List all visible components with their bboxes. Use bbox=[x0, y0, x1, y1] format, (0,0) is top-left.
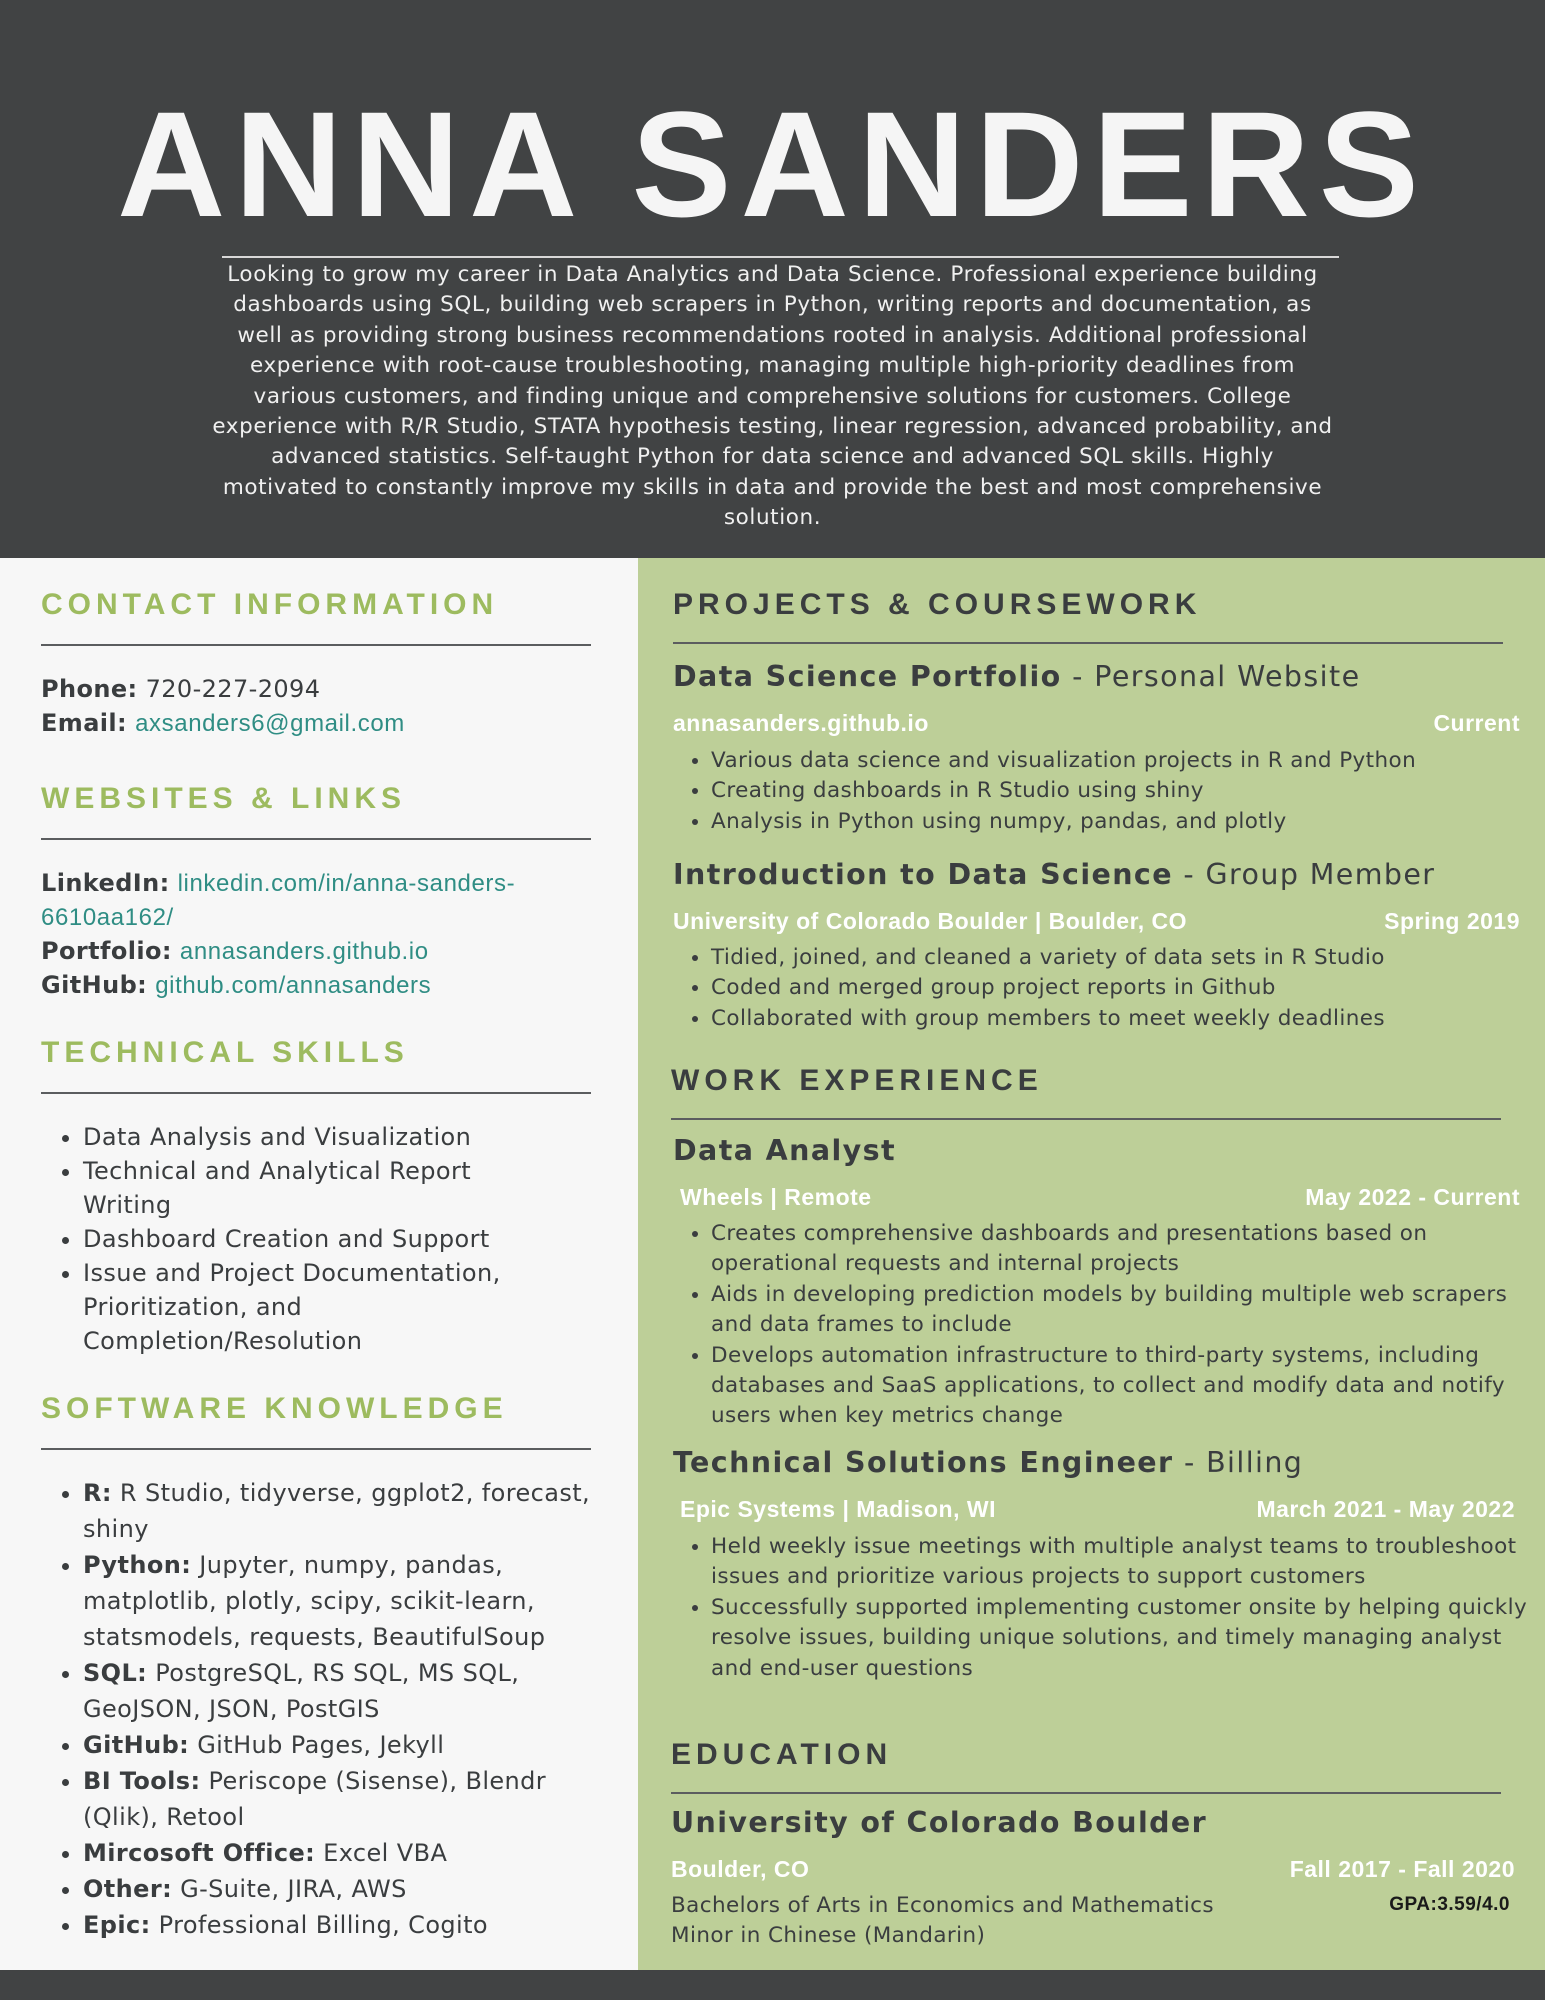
software-text: Excel VBA bbox=[323, 1839, 448, 1867]
gpa: GPA:3.59/4.0 bbox=[1389, 1894, 1510, 1915]
minor: Minor in Chinese (Mandarin) bbox=[671, 1923, 986, 1948]
project-org: annasanders.github.io bbox=[673, 710, 929, 736]
linkedin-label: LinkedIn: bbox=[41, 869, 170, 897]
software-text: G-Suite, JIRA, AWS bbox=[180, 1875, 407, 1903]
job-org: Wheels | Remote bbox=[680, 1184, 872, 1210]
software-text: Periscope (Sisense), Blendr (Qlik), Retool bbox=[83, 1767, 547, 1831]
github-link[interactable]: github.com/annasanders bbox=[155, 972, 432, 999]
project-date: Spring 2019 bbox=[1384, 908, 1520, 934]
list-item: • Successfully supported implementing customer onsite by helping quickly resolve issues, building unique solutions, and timely managing analyst and end-user questions bbox=[711, 1593, 1541, 1684]
email-line bbox=[41, 706, 405, 741]
github-line bbox=[41, 968, 431, 1003]
list-item: • Technical and Analytical Report Writing bbox=[83, 1154, 553, 1222]
software-text: Jupyter, numpy, pandas, matplotlib, plotly, scipy, scikit-learn, statsmodels, requests, BeautifulSoup bbox=[83, 1551, 546, 1651]
software-label: Mircosoft Office: bbox=[83, 1839, 316, 1867]
software-label: Epic: bbox=[83, 1911, 151, 1939]
email-label: Email: bbox=[41, 709, 128, 737]
skills-list bbox=[41, 1120, 553, 1358]
linkedin-link-continued[interactable]: 6610aa162/ bbox=[41, 904, 174, 931]
linkedin-line-2 bbox=[41, 900, 174, 935]
job-date: March 2021 - May 2022 bbox=[1256, 1496, 1515, 1522]
list-item bbox=[83, 1871, 623, 1907]
list-item: • Creating dashboards in R Studio using shiny bbox=[711, 776, 1541, 806]
list-item bbox=[83, 1547, 623, 1655]
software-text: R Studio, tidyverse, ggplot2, forecast, shiny bbox=[83, 1479, 591, 1543]
software-label: BI Tools: bbox=[83, 1767, 201, 1795]
github-label: GitHub: bbox=[41, 971, 148, 999]
software-label: Other: bbox=[83, 1875, 173, 1903]
school-dates: Fall 2017 - Fall 2020 bbox=[1289, 1856, 1515, 1882]
project-bullets bbox=[673, 943, 1541, 1034]
project-role: - Personal Website bbox=[1061, 660, 1361, 693]
education-divider bbox=[671, 1792, 1501, 1794]
software-label: SQL: bbox=[83, 1659, 148, 1687]
degree: Bachelors of Arts in Economics and Mathematics bbox=[671, 1893, 1214, 1918]
work-section-title: WORK EXPERIENCE bbox=[671, 1064, 1043, 1097]
project-org: University of Colorado Boulder | Boulder, CO bbox=[673, 908, 1188, 934]
software-list bbox=[41, 1475, 623, 1943]
list-item bbox=[83, 1763, 623, 1835]
list-item: • Various data science and visualization projects in R and Python bbox=[711, 746, 1541, 776]
projects-section-title: PROJECTS & COURSEWORK bbox=[673, 588, 1202, 621]
portfolio-link[interactable]: annasanders.github.io bbox=[179, 938, 429, 965]
projects-divider bbox=[673, 642, 1503, 644]
software-label: R: bbox=[83, 1479, 112, 1507]
job-bullets bbox=[673, 1532, 1541, 1684]
linkedin-line bbox=[41, 866, 515, 901]
job-title bbox=[673, 1446, 1303, 1479]
list-item bbox=[83, 1835, 623, 1871]
list-item: • Data Analysis and Visualization bbox=[83, 1120, 553, 1154]
phone-label: Phone: bbox=[41, 675, 138, 703]
list-item: • Develops automation infrastructure to third-party systems, including databases and SaaS applications, to collect and modify data and notify users when key metrics change bbox=[711, 1341, 1541, 1432]
phone-value: 720-227-2094 bbox=[145, 675, 321, 703]
list-item bbox=[83, 1475, 623, 1547]
job-name: Data Analyst bbox=[673, 1134, 896, 1167]
job-date: May 2022 - Current bbox=[1305, 1184, 1520, 1210]
list-item: • Analysis in Python using numpy, pandas, and plotly bbox=[711, 807, 1541, 837]
websites-divider bbox=[41, 838, 591, 840]
job-org: Epic Systems | Madison, WI bbox=[680, 1496, 996, 1522]
skills-section-title: TECHNICAL SKILLS bbox=[41, 1036, 409, 1069]
software-divider bbox=[41, 1448, 591, 1450]
right-column bbox=[638, 558, 1545, 1970]
list-item: • Aids in developing prediction models by building multiple web scrapers and data frames to include bbox=[711, 1280, 1541, 1341]
linkedin-link[interactable]: linkedin.com/in/anna-sanders- bbox=[177, 870, 516, 897]
phone-line bbox=[41, 672, 320, 706]
contact-divider bbox=[41, 644, 591, 646]
list-item: • Creates comprehensive dashboards and presentations based on operational requests and internal projects bbox=[711, 1219, 1541, 1280]
education-section-title: EDUCATION bbox=[671, 1738, 893, 1771]
email-link[interactable]: axsanders6@gmail.com bbox=[135, 710, 405, 737]
project-date: Current bbox=[1433, 710, 1520, 736]
list-item: • Dashboard Creation and Support bbox=[83, 1222, 553, 1256]
left-column bbox=[0, 558, 638, 1970]
header-divider bbox=[222, 256, 1339, 258]
list-item: • Tidied, joined, and cleaned a variety of data sets in R Studio bbox=[711, 943, 1541, 973]
job-bullets bbox=[673, 1219, 1541, 1432]
list-item: • Collaborated with group members to meet weekly deadlines bbox=[711, 1004, 1541, 1034]
portfolio-label: Portfolio: bbox=[41, 937, 172, 965]
list-item: • Coded and merged group project reports in Github bbox=[711, 973, 1541, 1003]
project-bullets bbox=[673, 746, 1541, 837]
job-role: - Billing bbox=[1173, 1446, 1304, 1479]
work-divider bbox=[671, 1118, 1501, 1120]
contact-section-title: CONTACT INFORMATION bbox=[41, 588, 499, 621]
footer-bar bbox=[0, 1970, 1545, 2000]
list-item: • Issue and Project Documentation, Prioritization, and Completion/Resolution bbox=[83, 1256, 553, 1358]
candidate-name: ANNA SANDERS bbox=[117, 80, 1428, 248]
project-title bbox=[673, 660, 1361, 693]
software-section-title: SOFTWARE KNOWLEDGE bbox=[41, 1392, 508, 1425]
software-text: Professional Billing, Cogito bbox=[158, 1911, 488, 1939]
software-label: GitHub: bbox=[83, 1731, 190, 1759]
project-title bbox=[673, 858, 1435, 891]
resume-header bbox=[0, 0, 1545, 558]
skills-divider bbox=[41, 1092, 591, 1094]
software-text: GitHub Pages, Jekyll bbox=[197, 1731, 445, 1759]
portfolio-line bbox=[41, 934, 429, 969]
project-name: Data Science Portfolio bbox=[673, 660, 1062, 693]
project-role: - Group Member bbox=[1172, 858, 1436, 891]
list-item: • Held weekly issue meetings with multiple analyst teams to troubleshoot issues and prioritize various projects to support customers bbox=[711, 1532, 1541, 1593]
list-item bbox=[83, 1727, 623, 1763]
job-name: Technical Solutions Engineer bbox=[673, 1446, 1174, 1479]
list-item bbox=[83, 1655, 623, 1727]
job-title bbox=[673, 1134, 896, 1167]
websites-section-title: WEBSITES & LINKS bbox=[41, 782, 407, 815]
school-name: University of Colorado Boulder bbox=[671, 1806, 1208, 1839]
professional-summary: Looking to grow my career in Data Analytics and Data Science. Professional experience building dashboards using SQL, building web scrapers in Python, writing reports and documentation, as well as providing strong business recommendations rooted in analysis. Additional professional experience with root-cause troubleshooting, managing multiple high-priority deadlines from various customers, and finding unique and comprehensive solutions for customers. College experience with R/R Studio, STATA hypothesis testing, linear regression, advanced probability, and advanced statistics. Self-taught Python for data science and advanced SQL skills. Highly motivated to constantly improve my skills in data and provide the best and most comprehensive solution. bbox=[212, 262, 1333, 531]
software-text: PostgreSQL, RS SQL, MS SQL, GeoJSON, JSON, PostGIS bbox=[83, 1659, 520, 1723]
software-label: Python: bbox=[83, 1551, 192, 1579]
project-name: Introduction to Data Science bbox=[673, 858, 1173, 891]
school-title bbox=[671, 1806, 1207, 1839]
school-location: Boulder, CO bbox=[671, 1856, 810, 1882]
list-item bbox=[83, 1907, 623, 1943]
